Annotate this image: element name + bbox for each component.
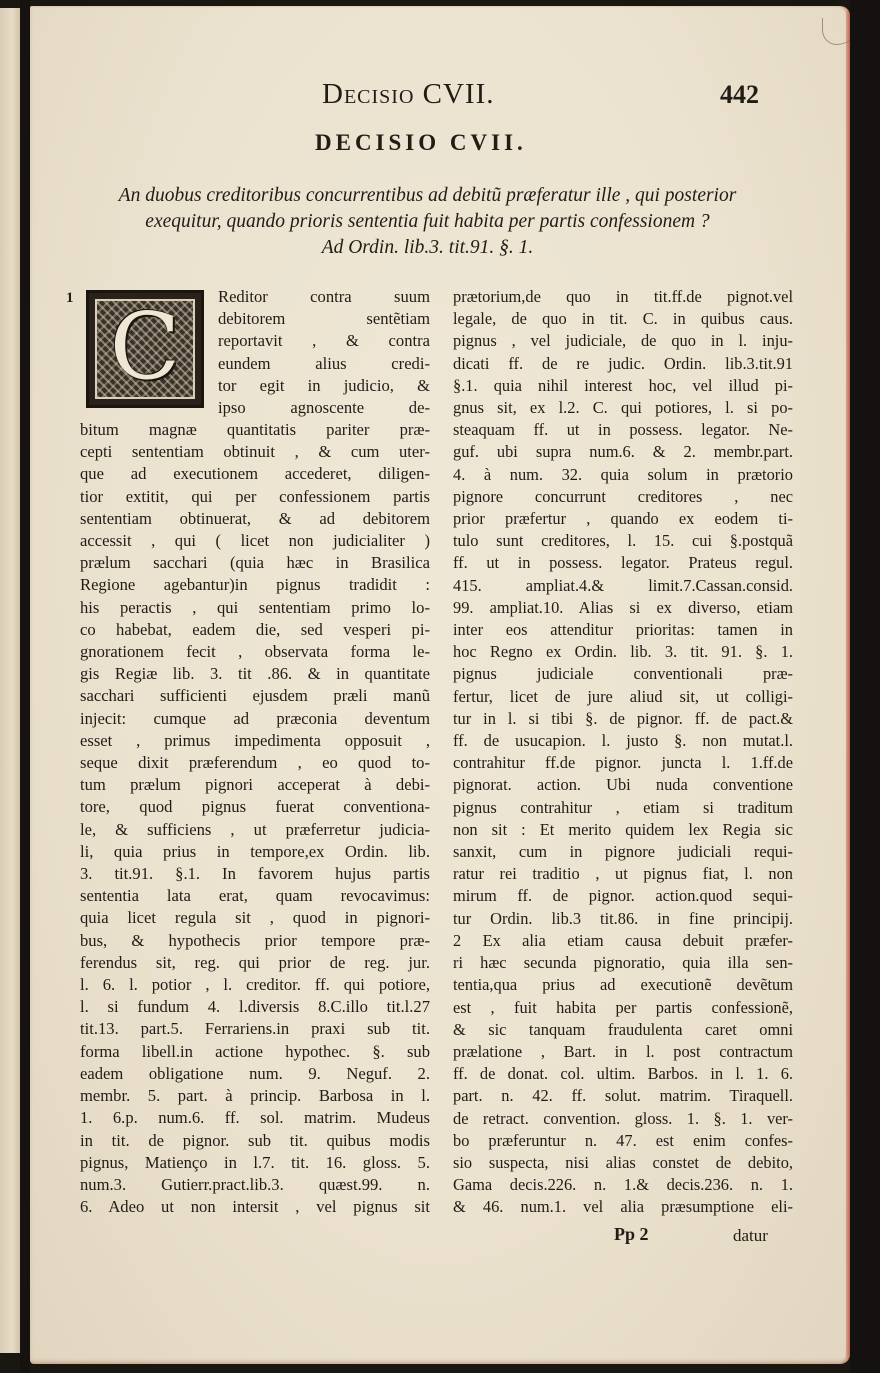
text-line: esset , primus impedimenta opposuit , [80,730,430,750]
text-line: prior præfertur , quando ex eodem ti- [453,509,793,529]
text-line: & sic tanquam fraudulenta caret omni [453,1019,793,1039]
page-fore-edge [846,6,850,1364]
text-line: bo præferuntur n. 47. est enim confes- [453,1130,793,1150]
text-line: tior extitit, qui per confessionem partis [80,486,430,506]
text-line: hoc Regno ex Ordin. lib. 3. tit. 91. §. 1. [453,642,793,662]
text-line: Gama decis.226. n. 1.& decis.236. n. 1. [453,1175,793,1195]
paragraph-number-1: 1 [66,290,74,306]
left-column [80,419,430,1218]
text-line: cepti sententiam obtinuit , & cum uter- [80,442,430,462]
text-line: steaquam ff. ut in possess. legator. Ne- [453,420,793,440]
text-line: injecit: cumque ad præconia deventum [80,708,430,728]
text-line: seque dixit præferendum , eo quod to- [80,753,430,773]
text-line: ferendus sit, reg. qui prior de reg. jur. [80,952,430,972]
signature-mark: Pp 2 [614,1224,649,1244]
text-line: li, quia prius in tempore,ex Ordin. lib. [80,841,430,861]
text-line: le, & sufficiens , ut præferretur judicia- [80,819,430,839]
text-line: gnus sit, ex l.2. C. qui potiores, l. si po- [453,398,793,418]
text-line: Regione agebantur)in pignus tradidit : [80,575,430,595]
text-line: Reditor contra suum [218,287,430,306]
text-line: 415. ampliat.4.& limit.7.Cassan.consid. [453,575,793,595]
text-line: l. si fundum 4. l.diversis 8.C.illo tit.l.27 [80,997,430,1017]
drop-cap-letter: C [109,293,181,400]
text-line: tum prælum pignori acceperat à debi- [80,775,430,795]
text-line: de retract. convention. gloss. 1. §. 1. ver- [453,1108,793,1128]
text-line: tore, quod pignus fuerat conventiona- [80,797,430,817]
text-line: tor egit in judicio, & [218,375,430,395]
text-line: prætorium,de quo in tit.ff.de pignot.vel [453,287,793,306]
summary-reference: Ad Ordin. lib.3. tit.91. §. 1. [321,237,534,258]
text-line: prælatione , Bart. in l. post contractum [453,1041,793,1061]
text-line: membr. 5. part. à princip. Barbosa in l. [80,1086,430,1106]
text-line: est , fuit habita per partis confessionẽ, [453,997,793,1017]
text-line: ff. ut in possess. legator. Prateus regul. [453,553,793,573]
text-line: inter eos attenditur prioritas: tamen in [453,620,793,640]
pencil-annotation-mark [822,18,850,45]
text-line: & 46. num.1. vel alia præsumptione eli- [453,1197,793,1217]
text-line: pignus, Matienço in l.7. tit. 16. gloss. 5. [80,1152,430,1172]
summary-question-line-1: An duobus creditoribus concurrentibus ad debitũ præferatur ille , qui posterior [118,185,737,206]
text-line: quia licet regula sit , quod in pignori- [80,908,430,928]
decision-title: DECISIO CVII. [315,130,527,155]
text-line: ff. de usucapion. l. justo §. non mutat.l. [453,731,793,751]
text-line: forma libell.in actione hypothec. §. sub [80,1041,430,1061]
text-line: pignore concurrunt creditores , nec [453,486,793,506]
text-line: pignus contrahitur , etiam si traditum [453,797,793,817]
decorated-initial [86,290,204,408]
text-line: ri hæc secunda pignoratio, quia illa sen- [453,953,793,973]
summary-question-line-2: exequitur, quando prioris sententia fuit habita per partis confessionem ? [145,211,710,232]
text-line: sanxit, cum in pignore judiciali requi- [453,842,793,862]
text-line: sio suspecta, nisi alias constet de debito, [453,1152,793,1172]
text-line: gis Regiæ lib. 3. tit .86. & in quantitate [80,664,430,684]
text-line: non sit : Et merito quidem lex Regia sic [453,819,793,839]
book-gutter [20,0,30,1373]
text-line: gnorationem fecit , observata forma le- [80,642,430,662]
page-number: 442 [720,80,759,109]
text-line: sacchari sufficienti ejusdem præli manũ [80,686,430,706]
lead-text [218,286,430,419]
text-line: pignus judiciale conventionali præ- [453,664,793,684]
text-line: reportavit , & contra [218,331,430,351]
text-line: tentia,qua prius ad executionẽ devẽtum [453,975,793,995]
text-line: fertur, licet de jure aliud sit, ut colligi- [453,686,793,706]
text-line: eundem alius credi- [218,353,430,373]
text-line: ipso agnoscente de- [218,398,430,418]
text-line: dicati ff. de re judic. Ordin. lib.3.tit.91 [453,353,793,373]
text-line: sententiam obtinuerat, & ad debitorem [80,508,430,528]
text-line: bus, & hypothecis prior tempore præ- [80,930,430,950]
adjacent-page-edge [0,8,20,1353]
text-line: his peractis , qui sententiam primo lo- [80,597,430,617]
text-line: pignus , vel judiciale, de quo in l. inju- [453,331,793,351]
text-line: 1. 6.p. num.6. ff. sol. matrim. Mudeus [80,1108,430,1128]
text-line: §.1. quia nihil interest hoc, vel illud pi- [453,375,793,395]
decision-summary [55,183,800,261]
catchword: datur [733,1226,768,1245]
text-line: ff. de donat. col. ultim. Barbos. in l. 1. 6. [453,1064,793,1084]
text-line: in tit. de pignor. sub tit. quibus modis [80,1130,430,1150]
text-line: tur in l. si tibi §. de pignor. ff. de pact.& [453,708,793,728]
text-line: 3. tit.91. §.1. In favorem hujus partis [80,864,430,884]
text-line: eadem obligatione num. 9. Neguf. 2. [80,1063,430,1083]
text-line: part. n. 42. ff. solut. matrim. Tiraquell. [453,1086,793,1106]
text-line: 4. à num. 32. quia solum in prætorio [453,464,793,484]
text-line: l. 6. l. potior , l. creditor. ff. qui potiore, [80,975,430,995]
text-line: tit.13. part.5. Ferrariens.in praxi sub tit. [80,1019,430,1039]
right-column [453,286,793,1219]
text-line: debitorem sentẽtiam [218,309,430,329]
text-line: bitum magnæ quantitatis pariter præ- [80,420,430,439]
text-line: mirum ff. de pignor. action.quod sequi- [453,886,793,906]
text-line: tulo sunt creditores, l. 15. cui §.postquã [453,531,793,551]
text-line: que ad executionem accederet, diligen- [80,464,430,484]
background [850,0,880,1373]
text-line: accessit , qui ( licet non judicialiter ) [80,531,430,551]
text-line: legale, de quo in tit. C. in quibus caus. [453,309,793,329]
text-line: num.3. Gutierr.pract.lib.3. quæst.99. n. [80,1174,430,1194]
text-line: guf. ubi supra num.6. & 2. membr.part. [453,442,793,462]
text-line: 99. ampliat.10. Alias si ex diverso, etiam [453,597,793,617]
text-line: co habebat, eadem die, sed vesperi pi- [80,619,430,639]
text-line: sententia lata erat, quam revocavimus: [80,886,430,906]
text-line: ratur rei traditio , ut pignus fiat, l. non [453,864,793,884]
text-line: prælum sacchari (quia hæc in Brasilica [80,553,430,573]
text-line: 2 Ex alia etiam causa debuit præfer- [453,930,793,950]
text-line: pignorat. action. Ubi nuda conventione [453,775,793,795]
text-line: tur Ordin. lib.3 tit.86. in fine principij. [453,908,793,928]
text-line: 6. Adeo ut non intersit , vel pignus sit [80,1197,430,1217]
running-head: Decisio CVII. [322,78,495,110]
text-line: contrahitur ff.de pignor. juncta l. 1.ff.de [453,753,793,773]
